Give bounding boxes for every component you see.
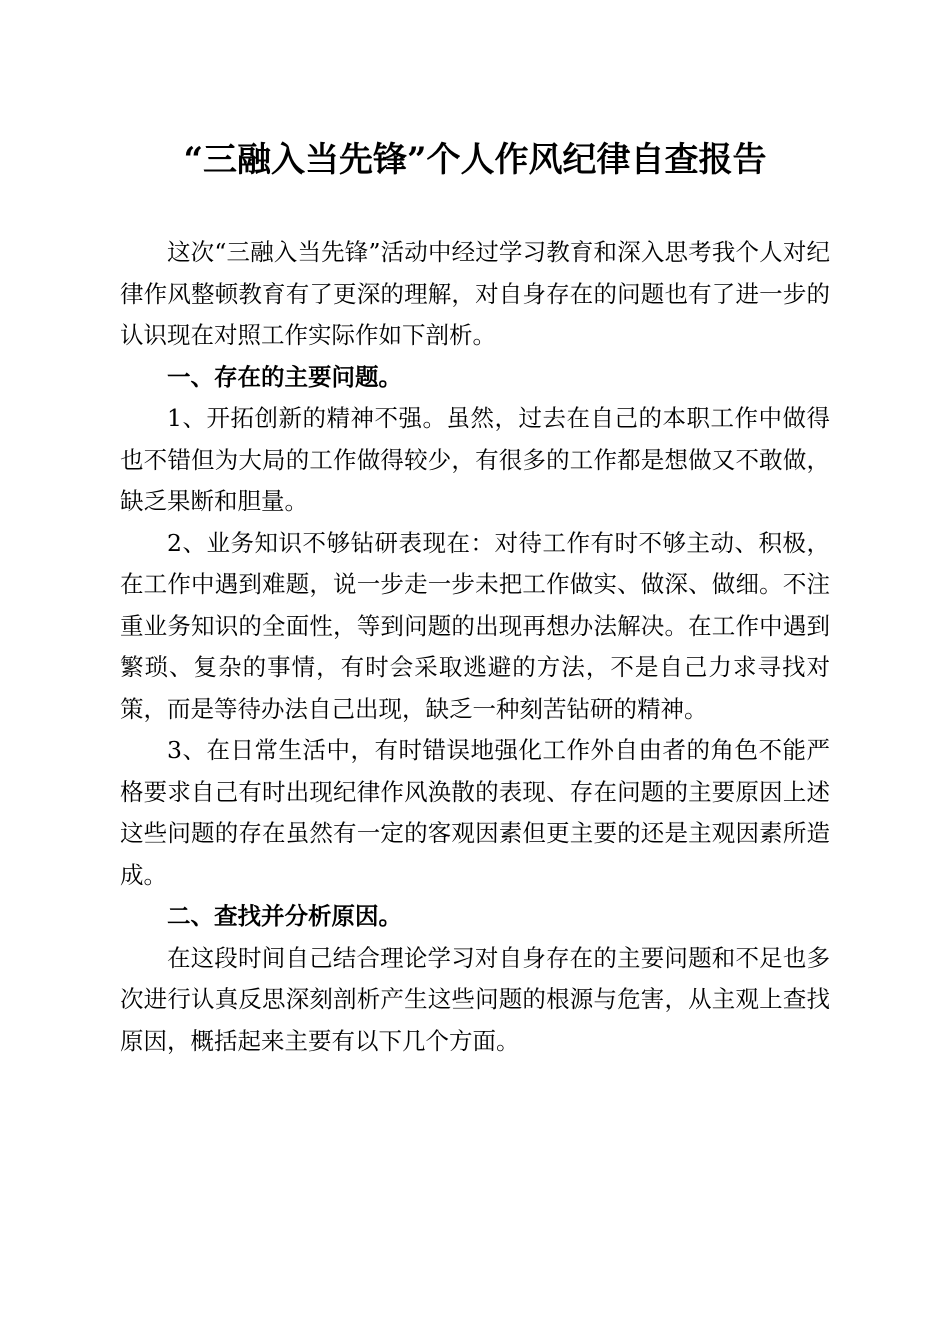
problem-item-3: 3、在日常生活中，有时错误地强化工作外自由者的角色不能严格要求自己有时出现纪律作风涣散的表现、存在问题的主要原因上述这些问题的存在虽然有一定的客观因素但更主要的还是主观因素所造成。 [120,736,830,889]
section-heading-problems: 一、存在的主要问题。 [167,362,402,391]
causes-paragraph: 在这段时间自己结合理论学习对自身存在的主要问题和不足也多次进行认真反思深刻剖析产生这些问题的根源与危害，从主观上查找原因，概括起来主要有以下几个方面。 [120,943,830,1055]
section-heading-causes: 二、查找并分析原因。 [167,902,402,930]
document-title: “三融入当先锋”个人作风纪律自查报告 [183,140,767,180]
document-body [120,232,830,1062]
problem-item-2: 2、业务知识不够钻研表现在：对待工作有时不够主动、积极，在工作中遇到难题，说一步走一步未把工作做实、做深、做细。不注重业务知识的全面性，等到问题的出现再想办法解决。在工作中遇到繁琐、复杂的事情，有时会采取逃避的方法，不是自己力求寻找对策，而是等待办法自己出现，缺乏一种刻苦钻研的精神。 [120,528,830,723]
problem-item-1: 1、开拓创新的精神不强。虽然，过去在自己的本职工作中做得也不错但为大局的工作做得较少，有很多的工作都是想做又不敢做，缺乏果断和胆量。 [120,404,830,515]
intro-paragraph: 这次“三融入当先锋”活动中经过学习教育和深入思考我个人对纪律作风整顿教育有了更深的理解，对自身存在的问题也有了进一步的认识现在对照工作实际作如下剖析。 [120,238,830,349]
